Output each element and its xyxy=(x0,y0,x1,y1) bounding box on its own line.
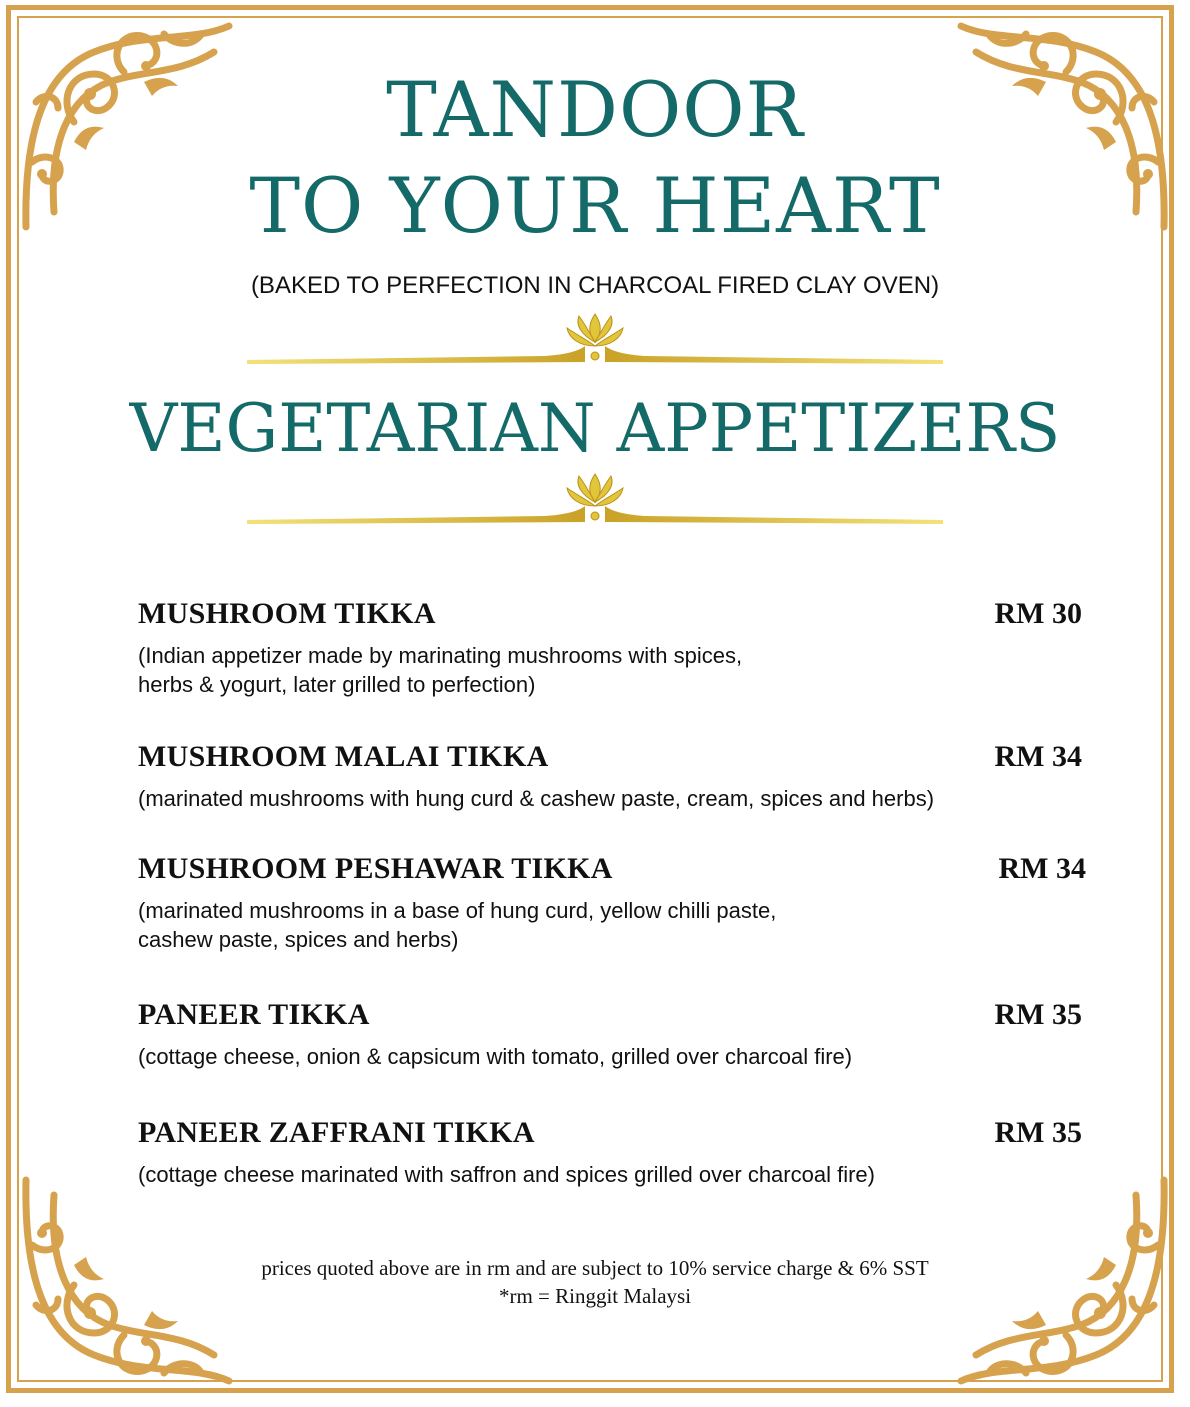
currency-note: *rm = Ringgit Malaysi xyxy=(498,1284,692,1308)
item-description: (marinated mushrooms in a base of hung curd, yellow chilli paste, cashew paste, spices and herbs) xyxy=(138,898,777,952)
item-price: RM 34 xyxy=(998,852,1086,885)
ornamental-divider-bottom xyxy=(245,466,945,530)
item-price: RM 30 xyxy=(994,597,1082,630)
ornamental-divider-top xyxy=(245,306,945,370)
item-description: (cottage cheese marinated with saffron and spices grilled over charcoal fire) xyxy=(138,1162,875,1187)
page-subtitle: (BAKED TO PERFECTION IN CHARCOAL FIRED CLAY OVEN) xyxy=(250,272,940,299)
item-price: RM 34 xyxy=(994,740,1082,773)
service-charge-note: prices quoted above are in rm and are subject to 10% service charge & 6% SST xyxy=(261,1256,929,1280)
item-name: PANEER ZAFFRANI TIKKA xyxy=(138,1116,535,1149)
item-description: (marinated mushrooms with hung curd & cashew paste, cream, spices and herbs) xyxy=(138,786,935,811)
item-name: PANEER TIKKA xyxy=(138,998,370,1031)
item-name: MUSHROOM PESHAWAR TIKKA xyxy=(138,852,613,885)
item-price: RM 35 xyxy=(994,1116,1082,1149)
section-title: VEGETARIAN APPETIZERS xyxy=(129,390,1061,467)
page-title-line-2: TO YOUR HEART xyxy=(249,161,941,250)
item-description: (cottage cheese, onion & capsicum with tomato, grilled over charcoal fire) xyxy=(138,1044,853,1069)
item-name: MUSHROOM MALAI TIKKA xyxy=(138,740,549,773)
item-price: RM 35 xyxy=(994,998,1082,1031)
item-description: (Indian appetizer made by marinating mushrooms with spices, herbs & yogurt, later grilled to perfection) xyxy=(138,643,743,697)
page-title-line-1: TANDOOR xyxy=(386,65,804,154)
item-name: MUSHROOM TIKKA xyxy=(138,597,436,630)
